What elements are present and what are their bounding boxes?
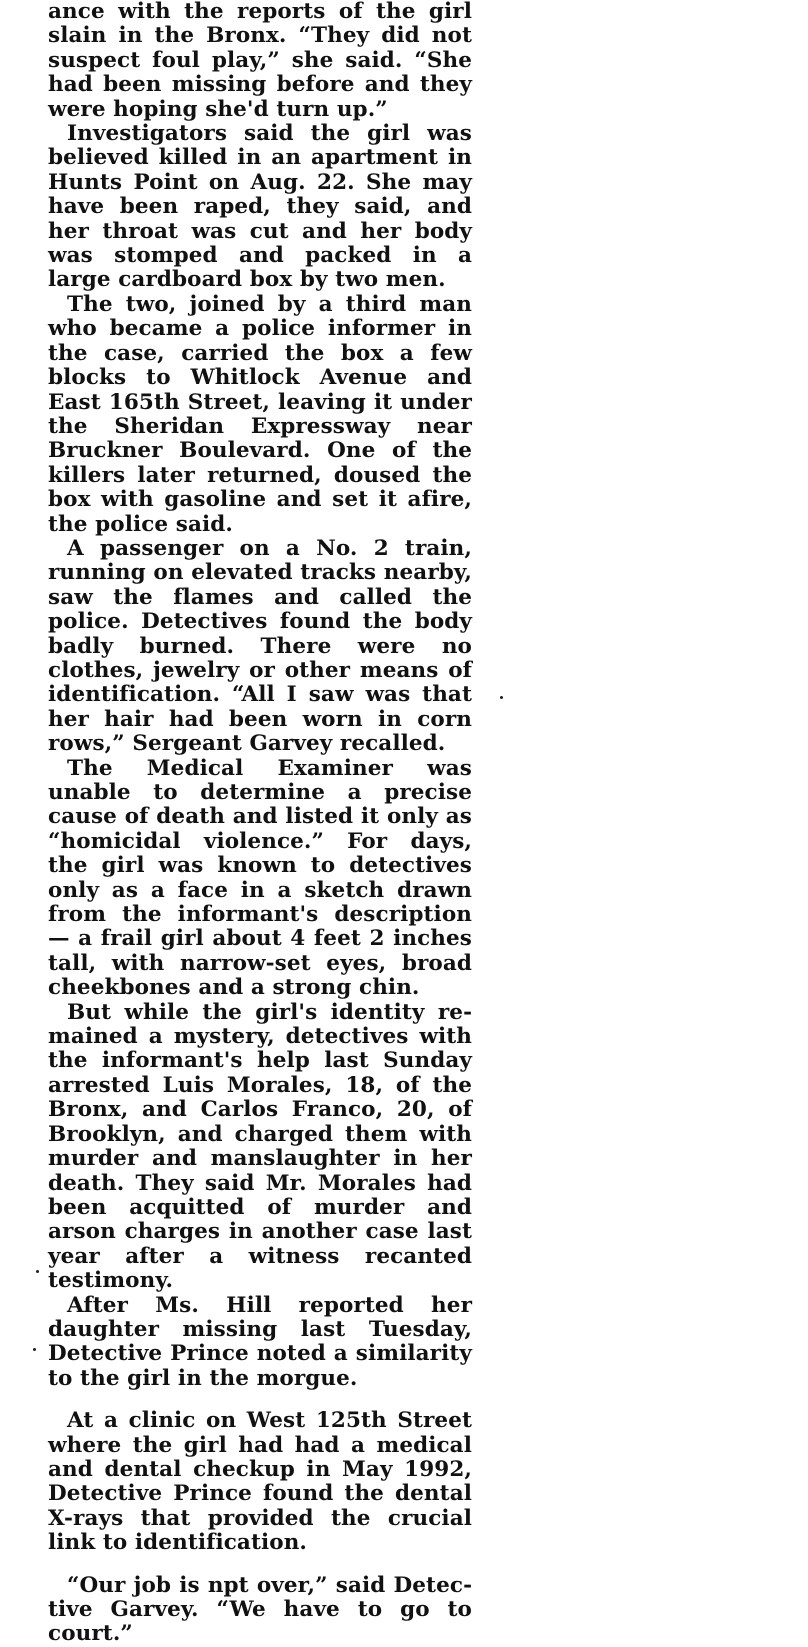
print-speck [500,696,503,699]
article-paragraph-1: ance with the reports of the girl slain in the Bronx. “They did not suspect foul play,” she said. “She had been missing before and they were hoping she'd turn up.” [48,0,472,122]
print-speck [33,1348,36,1351]
article-column [48,0,472,1647]
article-paragraph-9: “Our job is npt over,” said Detective Garvey. “We have to go to court.” [48,1572,472,1647]
print-speck [36,1270,39,1273]
article-paragraph-5: The Medical Examiner was unable to determine a precise cause of death and listed it only as “homicidal violence.” For days, the girl was known to detectives only as a face in a sketch drawn from the informant's description — a frail girl about 4 feet 2 inches tall, with narrow-set eyes, broad cheekbones and a strong chin. [48,755,472,1001]
article-paragraph-4: A passenger on a No. 2 train, running on elevated tracks nearby, saw the flames and called the police. Detectives found the body badly burned. There were no clothes, jewelry or other means of identification. “All I saw was that her hair had been worn in corn rows,” Sergeant Garvey recalled. [48,535,472,757]
article-paragraph-8: At a clinic on West 125th Street where the girl had had a medical and dental checkup in May 1992, Detective Prince found the dental X-rays that provided the crucial link to identification. [48,1408,472,1556]
article-paragraph-7: After Ms. Hill reported her daughter missing last Tuesday, Detective Prince noted a similarity to the girl in the morgue. [48,1292,472,1391]
article-paragraph-3: The two, joined by a third man who became a police informer in the case, carried the box a few blocks to Whitlock Avenue and East 165th Street, leaving it under the Sheridan Expressway near Bruckner Boulevard. One of the killers later returned, doused the box with gasoline and set it afire, the police said. [48,291,472,537]
article-paragraph-2: Investigators said the girl was believed killed in an apartment in Hunts Point on Aug. 22. She may have been raped, they said, and her throat was cut and her body was stomped and packed in a large cardboard box by two men. [48,121,472,293]
article-paragraph-6: But while the girl's identity remained a mystery, detectives with the informant's help last Sunday arrested Luis Morales, 18, of the Bronx, and Carlos Franco, 20, of Brooklyn, and charged them with murder and manslaughter in her death. They said Mr. Morales had been acquitted of murder and arson charges in another case last year after a witness recanted testimony. [48,999,472,1294]
